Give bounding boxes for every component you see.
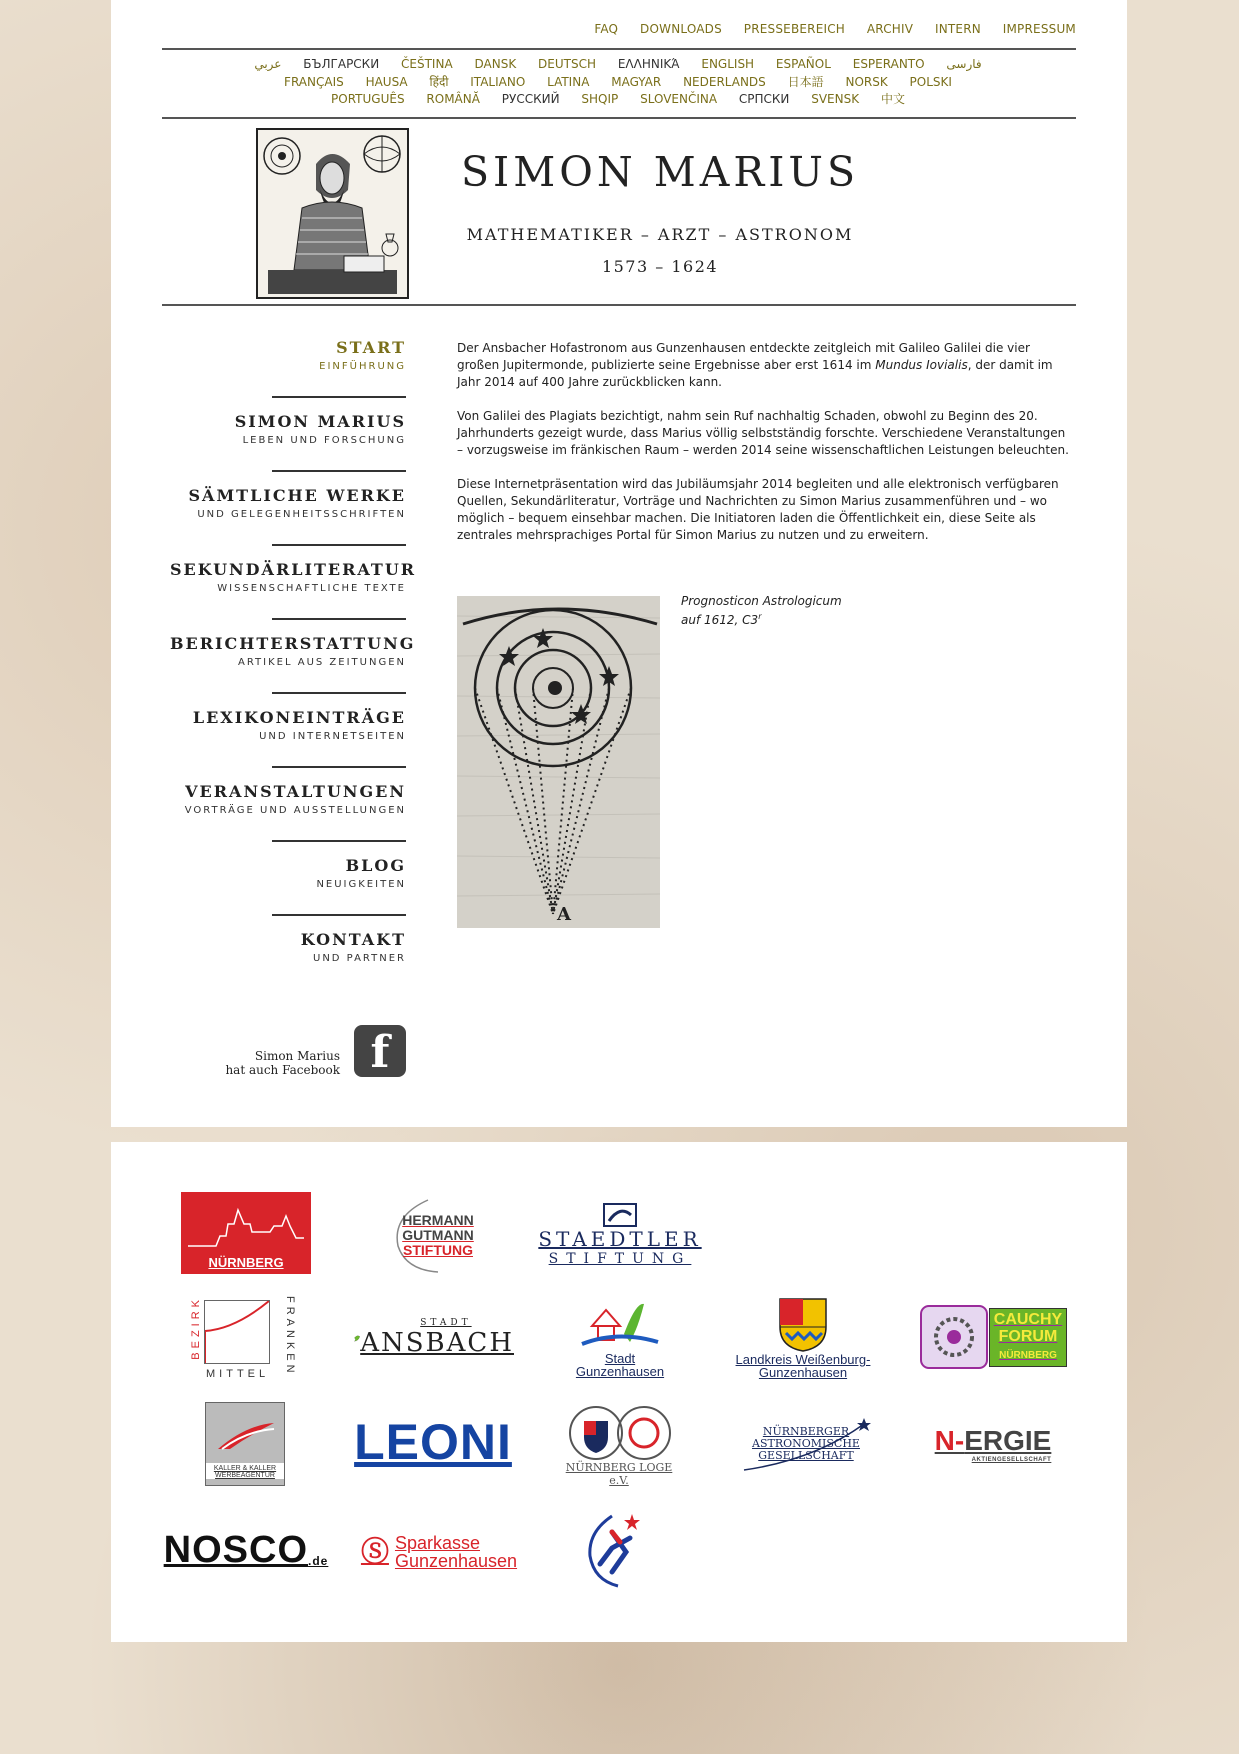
sidebar-item-subtitle: LEBEN UND FORSCHUNG xyxy=(242,435,406,446)
lang-german[interactable]: DEUTSCH xyxy=(538,57,596,71)
portrait-image xyxy=(256,128,409,299)
bezirk-frame-icon xyxy=(204,1300,270,1364)
logo-text: BEZIRK xyxy=(190,1296,202,1360)
lang-norwegian[interactable]: NORSK xyxy=(845,74,888,89)
logo-text: Gunzenhausen xyxy=(394,1551,518,1571)
lang-danish[interactable]: DANSK xyxy=(474,57,517,71)
gunzenhausen-emblem-icon xyxy=(578,1298,662,1352)
sidebar-divider xyxy=(272,766,406,768)
logo-text-block xyxy=(724,1426,888,1462)
lang-arabic[interactable]: عربي xyxy=(254,57,282,71)
logo-text-block xyxy=(395,1534,517,1570)
sidebar-item-berichterstattung[interactable] xyxy=(170,634,416,708)
logo-bezirk-mittelfranken[interactable] xyxy=(190,1296,300,1380)
sidebar-item-werke[interactable] xyxy=(170,486,406,560)
logo-text: STAEDTLER xyxy=(538,1227,702,1251)
sidebar-item-title: LEXIKONEINTRÄGE xyxy=(192,708,406,727)
logo-nuernberg-loge[interactable] xyxy=(560,1404,678,1488)
sidebar-item-subtitle: UND PARTNER xyxy=(313,953,406,964)
lang-chinese[interactable]: 中文 xyxy=(880,92,905,106)
logo-text-block xyxy=(989,1308,1067,1367)
lang-czech[interactable]: ČEŠTINA xyxy=(401,57,453,71)
lang-hungarian[interactable]: MAGYAR xyxy=(611,74,662,89)
sidebar-item-simon-marius[interactable] xyxy=(170,412,406,486)
logo-text: ANSBACH xyxy=(360,1328,514,1358)
nav-faq[interactable]: FAQ xyxy=(594,22,619,36)
logo-hermann-gutmann-stiftung[interactable] xyxy=(388,1196,488,1274)
nuernberg-castle-icon xyxy=(186,1198,306,1248)
page-title: SIMON MARIUS xyxy=(460,148,860,196)
logo-text-block xyxy=(206,1463,284,1479)
lang-english[interactable]: ENGLISH xyxy=(701,57,755,71)
intro-paragraph: Diese Internetpräsentation wird das Jubiläumsjahr 2014 begleiten und alle elektronisch verfügbaren Quellen, Sekundärliteratur, Vorträge und Nachrichten zu Simon Marius zusammenführen und – wo möglich – bequem einsehbar machen. Die Initiatoren laden die Öffentlichkeit ein, diese Seite als zentrales mehrsprachiges Portal für Simon Marius zu nutzen und zu erweitern. xyxy=(457,477,1059,542)
sidebar-item-subtitle: EINFÜHRUNG xyxy=(319,361,406,372)
logo-nuernberger-astronomische-gesellschaft[interactable] xyxy=(724,1414,888,1474)
logo-text: .de xyxy=(308,1554,329,1568)
sidebar-item-title: KONTAKT xyxy=(300,930,406,949)
lang-bulgarian[interactable]: БЪЛГАРСКИ xyxy=(303,57,380,71)
facebook-link[interactable] xyxy=(200,1025,406,1077)
sidebar-item-title: SÄMTLICHE WERKE xyxy=(188,486,406,505)
logo-text: ASTRONOMISCHE GESELLSCHAFT xyxy=(752,1437,860,1462)
lang-albanian[interactable]: SHQIP xyxy=(581,92,619,106)
nav-archiv[interactable]: ARCHIV xyxy=(866,22,914,36)
facebook-text xyxy=(225,1049,340,1077)
sidebar-divider xyxy=(272,544,406,546)
logo-text: Landkreis Weißenburg- xyxy=(735,1352,871,1367)
logo-text-block xyxy=(402,1213,474,1258)
logo-n-ergie[interactable] xyxy=(910,1418,1076,1470)
logo-staedtler-stiftung[interactable] xyxy=(538,1200,702,1270)
lang-romanian[interactable]: ROMÂNĂ xyxy=(426,92,480,106)
cauchy-gear-icon xyxy=(919,1304,989,1370)
logo-text: N- xyxy=(934,1425,965,1456)
figure-caption xyxy=(681,593,842,628)
sidebar-divider xyxy=(272,840,406,842)
logo-text: WERBEAGENTUR xyxy=(215,1472,275,1479)
logo-text: NÜRNBERG xyxy=(999,1349,1057,1361)
logo-stadt-gunzenhausen[interactable] xyxy=(568,1296,672,1380)
logo-text: ERGIE xyxy=(964,1425,1052,1456)
sidebar-item-lexikoneintraege[interactable] xyxy=(170,708,406,782)
caption-superscript: r xyxy=(758,612,762,621)
lang-latin[interactable]: LATINA xyxy=(547,74,590,89)
logo-text-block xyxy=(360,1318,514,1358)
star-figure-icon xyxy=(582,1512,648,1588)
sparkasse-s-icon: Ⓢ xyxy=(360,1536,389,1567)
sidebar-item-title: VERANSTALTUNGEN xyxy=(185,782,406,801)
logo-nuernberg[interactable] xyxy=(181,1192,311,1274)
nav-pressebereich[interactable]: PRESSEBEREICH xyxy=(743,22,846,36)
landkreis-coat-of-arms-icon xyxy=(778,1297,828,1353)
logo-landkreis-weissenburg-gunzenhausen[interactable] xyxy=(728,1296,878,1380)
logo-text: Stadt xyxy=(604,1351,636,1366)
divider xyxy=(162,304,1076,306)
sidebar-item-blog[interactable] xyxy=(170,856,406,930)
book-title: Mundus Iovialis xyxy=(875,358,968,372)
lang-italian[interactable]: ITALIANO xyxy=(470,74,526,89)
lang-esperanto[interactable]: ESPERANTO xyxy=(852,57,925,71)
language-selector xyxy=(230,56,1006,109)
logo-cauchy-forum-nuernberg[interactable] xyxy=(914,1304,1072,1370)
logo-text: HERMANN xyxy=(402,1211,474,1228)
logo-text: AKTIENGESELLSCHAFT xyxy=(971,1457,1052,1463)
nav-downloads[interactable]: DOWNLOADS xyxy=(640,22,722,36)
sidebar-divider xyxy=(272,692,406,694)
logo-text: CAUCHY xyxy=(993,1310,1063,1328)
sidebar-item-subtitle: ARTIKEL AUS ZEITUNGEN xyxy=(237,657,406,668)
sidebar-divider xyxy=(272,914,406,916)
logo-sparkasse-gunzenhausen[interactable] xyxy=(355,1524,523,1580)
lang-persian[interactable]: فارسی xyxy=(946,57,982,71)
facebook-text-line: Simon Marius xyxy=(254,1049,340,1063)
sidebar-item-kontakt[interactable] xyxy=(170,930,406,1004)
lang-polish[interactable]: POLSKI xyxy=(909,74,952,89)
lang-japanese[interactable]: 日本語 xyxy=(787,74,824,89)
logo-text: STIFTUNG xyxy=(548,1251,692,1267)
sidebar-divider xyxy=(272,618,406,620)
logo-text: Gunzenhausen xyxy=(758,1365,848,1380)
kaller-swoosh-icon xyxy=(216,1421,276,1451)
sidebar-item-subtitle: WISSENSCHAFTLICHE TEXTE xyxy=(217,583,406,594)
lang-serbian[interactable]: СРПСКИ xyxy=(738,92,790,106)
logo-text: NÜRNBERG xyxy=(208,1255,284,1270)
caption-line: Prognosticon Astrologicum xyxy=(681,594,842,608)
lang-french[interactable]: FRANÇAIS xyxy=(284,74,344,89)
text-segment: Der Ansbacher Hofastronom aus Gunzenhausen entdeckte zeitgleich mit Galileo Galilei die vier großen Jupitermonde, publizierte seine Ergebnisse aber erst 1614 im xyxy=(457,341,1030,372)
sidebar-item-subtitle: UND INTERNETSEITEN xyxy=(259,731,406,742)
logo-text-block xyxy=(935,1425,1052,1463)
logo-nosco[interactable] xyxy=(163,1524,329,1576)
logo-stadt-ansbach[interactable] xyxy=(354,1310,514,1366)
lang-hausa[interactable]: HAUSA xyxy=(365,74,408,89)
sidebar-item-title: START xyxy=(336,338,406,357)
sidebar-item-sekundaerliteratur[interactable] xyxy=(170,560,417,634)
lang-greek[interactable]: ΕΛΛΗΝΙΚΆ xyxy=(617,57,680,71)
lang-portuguese[interactable]: PORTUGUÊS xyxy=(331,92,405,106)
top-navigation xyxy=(162,22,1076,42)
intro-paragraph xyxy=(457,340,1075,391)
logo-text: KALLER & KALLER xyxy=(213,1465,277,1472)
lang-swedish[interactable]: SVENSK xyxy=(811,92,860,106)
logo-text: STIFTUNG xyxy=(403,1241,473,1258)
language-row xyxy=(230,74,1006,92)
logo-text: FRANKEN xyxy=(284,1296,296,1377)
lang-spanish[interactable]: ESPAÑOL xyxy=(775,57,831,71)
lang-slovenian[interactable]: SLOVENČINA xyxy=(640,92,718,106)
sidebar-item-subtitle: VORTRÄGE UND AUSSTELLUNGEN xyxy=(184,805,406,816)
figure-label: A xyxy=(557,904,571,925)
logo-text: Sparkasse xyxy=(394,1533,480,1553)
facebook-icon: f xyxy=(354,1025,406,1077)
life-years: 1573 – 1624 xyxy=(601,257,719,276)
logo-text: NÜRNBERGER xyxy=(762,1425,850,1438)
logo-text: Gunzenhausen xyxy=(575,1364,665,1379)
page-subtitle: MATHEMATIKER – ARZT – ASTRONOM xyxy=(466,225,854,244)
logo-text: LEONI xyxy=(354,1414,512,1470)
intro-text xyxy=(457,340,1075,561)
text-segment: , der damit im Jahr 2014 auf 400 Jahre zurückblicken kann. xyxy=(457,358,1053,389)
logo-text: GUTMANN xyxy=(402,1226,474,1243)
logo-text: NÜRNBERG LOGE e.V. xyxy=(565,1461,673,1487)
logo-text: FORUM xyxy=(998,1327,1058,1345)
loge-seals-icon xyxy=(560,1405,678,1461)
sidebar-item-title: SIMON MARIUS xyxy=(234,412,406,431)
intro-paragraph: Von Galilei des Plagiats bezichtigt, nahm sein Ruf nachhaltig Schaden, obwohl zu Beginn des 20. Jahrhunderts gezeigt wurde, dass Marius völlig selbstständig forschte. Verschiedene Veranstaltungen – vorzugsweise im fränkischen Raum – werden 2014 seine wissenschaftlichen Leistungen beleuchten. xyxy=(457,409,1069,457)
staedtler-icon xyxy=(603,1203,637,1227)
nav-intern[interactable]: INTERN xyxy=(934,22,981,36)
prognosticon-engraving xyxy=(457,596,660,928)
divider xyxy=(162,117,1076,119)
logo-text: STADT xyxy=(420,1318,472,1328)
logo-text: NOSCO xyxy=(163,1528,309,1571)
lang-russian[interactable]: РУССКИЙ xyxy=(501,92,560,106)
sidebar-item-veranstaltungen[interactable] xyxy=(170,782,406,856)
logo-kaller-und-kaller[interactable] xyxy=(205,1402,285,1486)
sidebar-navigation xyxy=(170,338,417,1004)
sidebar-item-subtitle: NEUIGKEITEN xyxy=(316,879,406,890)
logo-star-figure[interactable] xyxy=(582,1512,648,1588)
divider xyxy=(162,48,1076,50)
sidebar-item-title: BERICHTERSTATTUNG xyxy=(170,634,416,653)
caption-line: auf 1612, C3 xyxy=(681,613,759,627)
language-row xyxy=(230,91,1006,109)
sidebar-divider xyxy=(272,396,406,398)
sidebar-item-title: BLOG xyxy=(345,856,406,875)
nav-impressum[interactable]: IMPRESSUM xyxy=(1002,22,1076,36)
language-row xyxy=(230,56,1006,74)
logo-text: MITTEL xyxy=(206,1368,270,1380)
lang-hindi[interactable]: हिंदी xyxy=(429,74,449,89)
lang-dutch[interactable]: NEDERLANDS xyxy=(683,74,766,89)
facebook-text-line: hat auch Facebook xyxy=(225,1063,340,1077)
logo-leoni[interactable] xyxy=(350,1410,516,1474)
sidebar-item-start[interactable] xyxy=(170,338,406,412)
sidebar-divider xyxy=(272,470,406,472)
sidebar-item-subtitle: UND GELEGENHEITSSCHRIFTEN xyxy=(197,509,406,520)
sidebar-item-title: SEKUNDÄRLITERATUR xyxy=(170,560,417,579)
